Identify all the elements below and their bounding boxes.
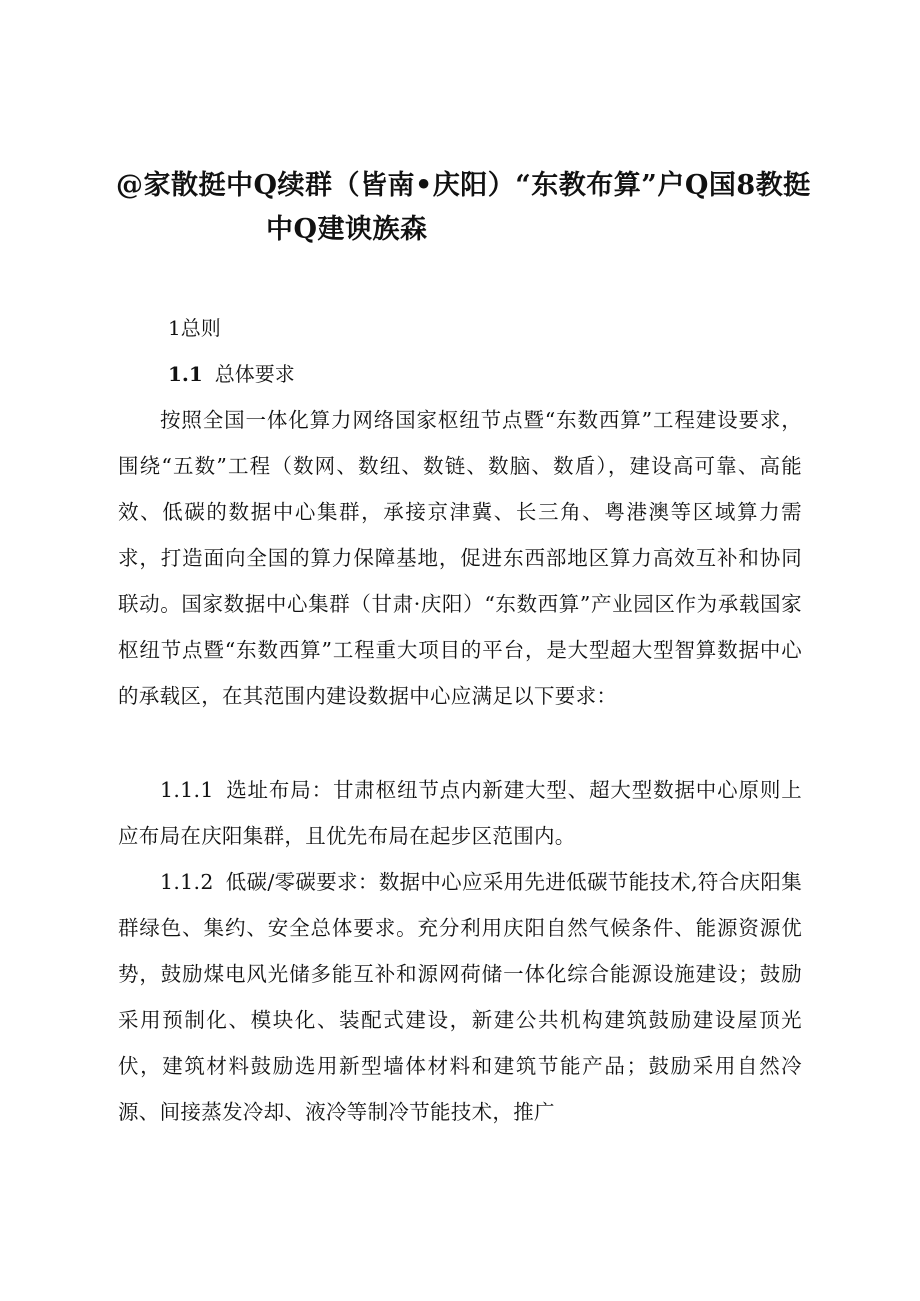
- clause-1-1-1: [118, 767, 802, 859]
- clause-1-1-2: [118, 859, 802, 1135]
- document-title: [116, 164, 816, 252]
- title-line-1: @家散挺中Q续群（皆南•庆阳）“东教布算”户Q国8教挺: [116, 170, 811, 201]
- section-heading-1-1: [168, 357, 295, 391]
- section-number: 1.1: [168, 362, 203, 386]
- section-text: 总体要求: [214, 362, 295, 386]
- title-line-2: 中Q建谀族森: [266, 214, 428, 245]
- clause-number: 1.1.1: [160, 778, 214, 802]
- clause-number: 1.1.2: [160, 870, 214, 894]
- section-heading-1: 1总则: [168, 316, 221, 340]
- intro-paragraph: 按照全国一体化算力网络国家枢纽节点暨“东数西算”工程建设要求，围绕“五数”工程（数网、数纽、数链、数脑、数盾），建设高可靠、高能效、低碳的数据中心集群，承接京津冀、长三角、粤港澳等区域算力需求，打造面向全国的算力保障基地，促进东西部地区算力高效互补和协同联动。国家数据中心集群（甘肃·庆阳）“东数西算”产业园区作为承载国家枢纽节点暨“东数西算”工程重大项目的平台，是大型超大型智算数据中心的承载区，在其范围内建设数据中心应满足以下要求：: [118, 408, 802, 708]
- clause-text: 选址布局：甘肃枢纽节点内新建大型、超大型数据中心原则上应布局在庆阳集群，且优先布局在起步区范围内。: [118, 778, 802, 848]
- clause-text: 低碳/零碳要求：数据中心应采用先进低碳节能技术,符合庆阳集群绿色、集约、安全总体要求。充分利用庆阳自然气候条件、能源资源优势，鼓励煤电风光储多能互补和源网荷储一体化综合能源设施建设；鼓励采用预制化、模块化、装配式建设，新建公共机构建筑鼓励建设屋顶光伏，建筑材料鼓励选用新型墙体材料和建筑节能产品；鼓励采用自然冷源、间接蒸发冷却、液冷等制冷节能技术，推广: [118, 870, 802, 1124]
